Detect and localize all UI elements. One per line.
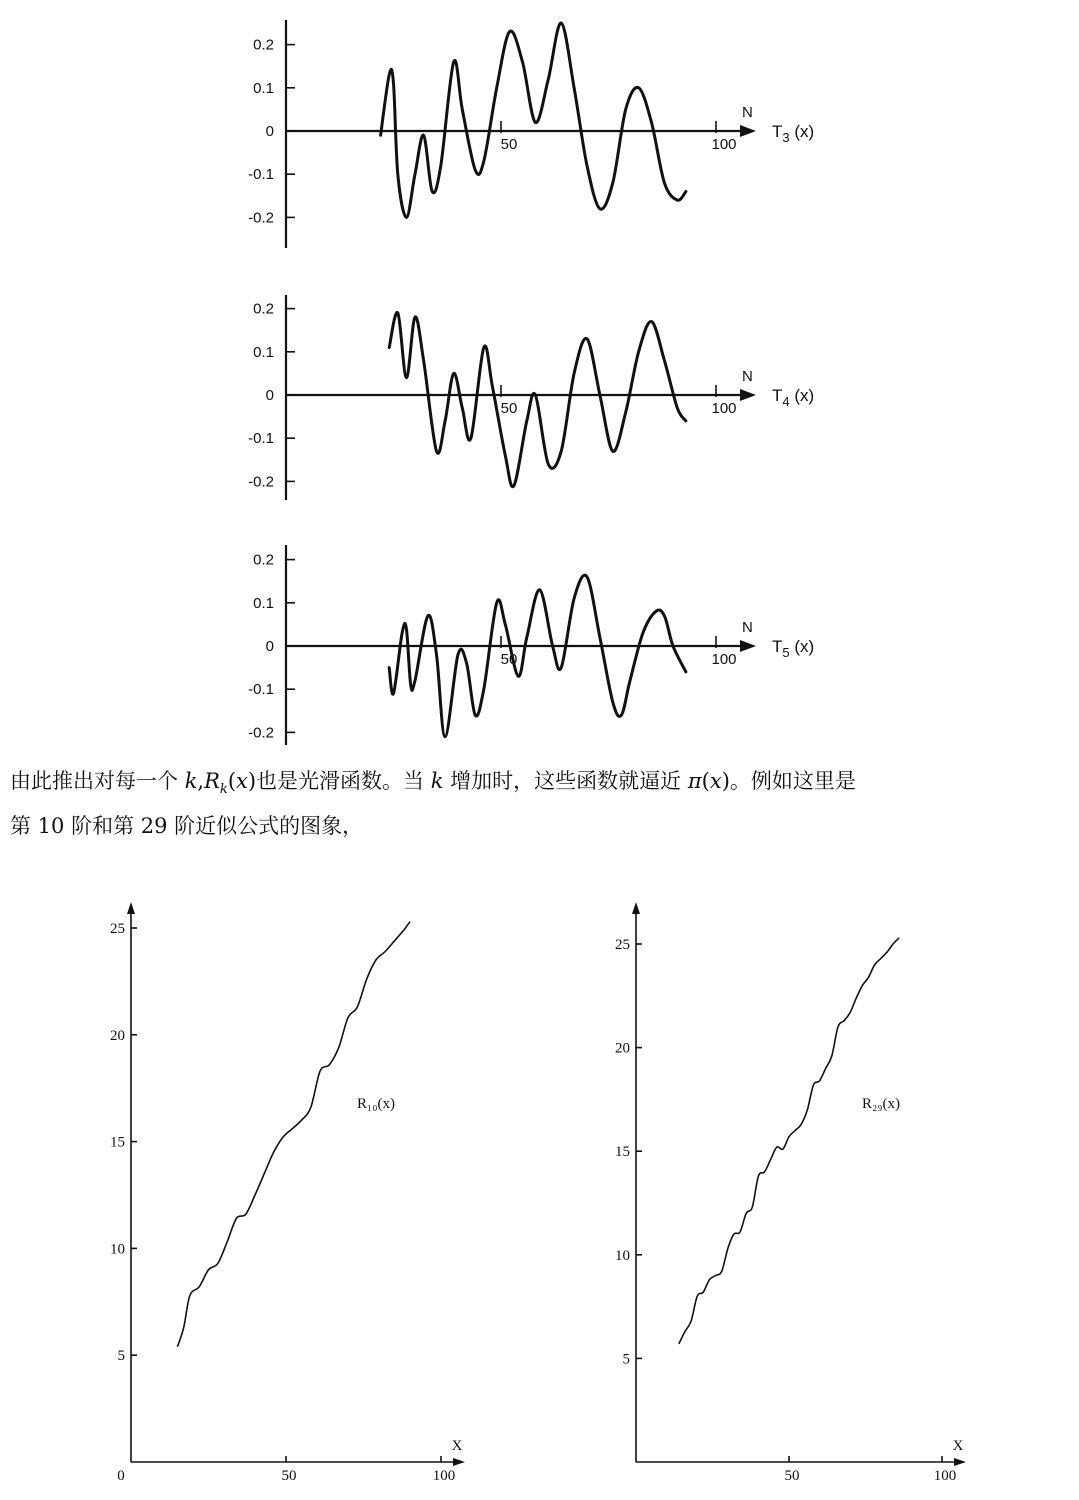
x-tick-label: 100 (711, 651, 737, 668)
text-run: )。例如这里是 (721, 769, 856, 793)
y-tick-label: 15 (110, 1134, 125, 1151)
t5-panel (248, 545, 814, 745)
data-series-line (178, 922, 411, 1347)
math-k: k (184, 769, 198, 793)
curve-name-label: $T_4$ (x) (772, 386, 815, 409)
curve-name-label: $T_3$ (x) (772, 122, 815, 145)
paragraph-line-1 (10, 763, 1070, 808)
x-axis-letter: N (742, 619, 753, 636)
t4-panel (248, 295, 814, 500)
data-series-line (381, 23, 686, 217)
y-tick-label: 0.2 (253, 551, 274, 569)
x-axis-letter: N (742, 104, 753, 121)
y-tick-label: 15 (615, 1144, 630, 1161)
y-axis-arrow (632, 902, 640, 914)
data-series-line (389, 312, 686, 486)
y-tick-label: -0.2 (248, 473, 274, 491)
x-tick-label: 100 (711, 400, 737, 417)
x-axis-arrow (740, 389, 756, 401)
x-tick-label: 100 (933, 1468, 957, 1484)
text-run: ( (227, 769, 237, 793)
paragraph-line-2: 第 10 阶和第 29 阶近似公式的图象， (10, 814, 364, 839)
math-k: k (430, 769, 444, 793)
y-tick-label: -0.1 (248, 681, 274, 699)
x-axis-arrow (453, 1458, 465, 1466)
y-tick-label: 0.1 (253, 343, 274, 361)
y-tick-label: 0.1 (253, 594, 274, 612)
y-tick-label: 0.2 (253, 36, 274, 54)
y-tick-label: 0 (265, 387, 274, 404)
math-r-subscript: k (219, 782, 228, 798)
x-axis-arrow (954, 1458, 966, 1466)
y-tick-label: 0.2 (253, 300, 274, 318)
y-tick-label: -0.1 (248, 166, 274, 184)
y-tick-label: 0 (265, 123, 274, 140)
body-paragraph (10, 763, 1070, 844)
text-run: )也是光滑函数。当 (247, 769, 431, 793)
r10-panel (110, 902, 465, 1484)
y-tick-label: 20 (615, 1040, 630, 1057)
math-r: R (204, 769, 220, 793)
data-series-line (389, 575, 686, 737)
x-tick-label: 50 (500, 651, 518, 668)
text-run: , (197, 769, 205, 793)
y-tick-label: 25 (110, 921, 125, 937)
x-axis-letter: N (742, 368, 753, 385)
curve-name-label: R₂₉(x) (862, 1096, 900, 1112)
x-tick-label: 50 (500, 136, 518, 153)
r-approximations-figure (0, 880, 1079, 1500)
t3-panel (248, 20, 814, 248)
y-tick-label: -0.2 (248, 209, 274, 227)
y-axis-arrow (127, 902, 135, 914)
math-pi: π (687, 769, 702, 793)
x-tick-label: 0 (117, 1468, 125, 1484)
math-x: x (709, 769, 722, 793)
text-run: 增加时，这些函数就逼近 (443, 769, 688, 793)
x-tick-label: 100 (711, 136, 737, 153)
y-tick-label: 10 (110, 1241, 125, 1258)
x-tick-label: 100 (432, 1468, 456, 1484)
curve-name-label: R₁₀(x) (357, 1096, 395, 1112)
y-tick-label: 5 (117, 1348, 125, 1365)
curve-name-label: $T_5$ (x) (772, 637, 815, 660)
r29-panel (615, 902, 966, 1484)
x-axis-arrow (740, 125, 756, 137)
text-run: ( (701, 769, 710, 793)
x-tick-label: 50 (281, 1468, 297, 1484)
x-axis-letter: X (952, 1438, 964, 1454)
data-series-line (679, 938, 899, 1344)
y-tick-label: 10 (615, 1247, 630, 1264)
x-axis-arrow (740, 640, 756, 652)
y-tick-label: 20 (110, 1027, 125, 1044)
y-tick-label: -0.1 (248, 430, 274, 448)
x-tick-label: 50 (500, 400, 518, 417)
text-run: 由此推出对每一个 (10, 769, 185, 793)
y-tick-label: 25 (615, 937, 630, 953)
y-tick-label: 5 (622, 1351, 630, 1368)
x-tick-label: 50 (784, 1468, 800, 1484)
y-tick-label: -0.2 (248, 724, 274, 742)
y-tick-label: 0.1 (253, 79, 274, 97)
x-axis-letter: X (451, 1438, 463, 1454)
y-tick-label: 0 (265, 638, 274, 655)
math-x: x (236, 769, 248, 793)
